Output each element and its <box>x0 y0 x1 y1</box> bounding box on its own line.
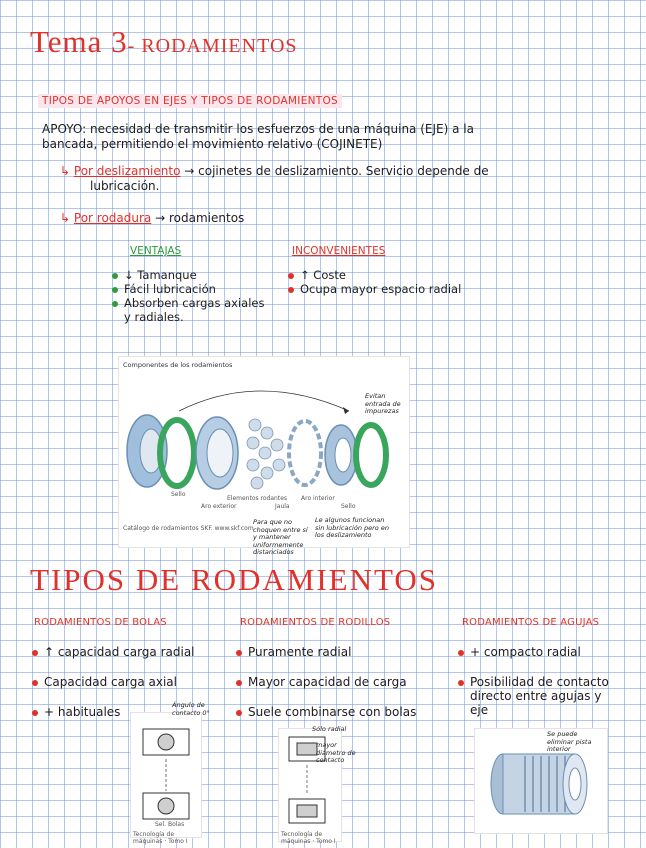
page-title <box>30 24 298 60</box>
caption-bolas: Tecnología de máquinas · Tomo I <box>133 831 188 845</box>
rolling-elements <box>247 419 285 489</box>
bolas-title: RODAMIENTOS DE BOLAS <box>34 617 167 628</box>
label-aro-interior: Aro interior <box>301 495 335 502</box>
rodillos-list <box>236 645 456 719</box>
section-title-tipos: TIPOS DE RODAMIENTOS <box>30 562 439 597</box>
list-item: y radiales. <box>124 310 184 324</box>
list-item: ↓ Tamanque <box>112 268 282 282</box>
rodadura-row <box>60 211 244 226</box>
caption-rodillos: Tecnología de máquinas · Tomo I <box>281 831 336 845</box>
rodadura-label: Por rodadura <box>73 211 152 225</box>
deslizamiento-text-1: cojinetes de deslizamiento. Servicio depende de <box>198 164 489 178</box>
apoyo-line-1: APOYO: necesidad de transmitir los esfuerzos de una máquina (EJE) a la <box>42 122 474 136</box>
deslizamiento-text-2: lubricación. <box>90 179 160 193</box>
figure-title: Componentes de los rodamientos <box>123 361 233 369</box>
note-lubricacion: Le algunos funcionan sin lubricación pero en los deslizamiento <box>315 516 389 539</box>
fig-label-bolas: Sel. Bolas <box>155 821 185 828</box>
list-item: Fácil lubricación <box>112 282 282 296</box>
ball-bearing-figure <box>130 712 202 845</box>
needle-bearing-render <box>485 743 597 825</box>
list-item: Suele combinarse con bolas <box>236 705 456 719</box>
note-solo-radial: Sólo radial <box>312 725 347 733</box>
bullet-dot <box>112 301 118 307</box>
bullet-dot <box>288 287 294 293</box>
note-angulo: Ángulo de contacto 0° <box>172 701 210 717</box>
list-item: eje <box>470 703 489 717</box>
note-impurezas: Evitan entrada de impurezas <box>365 392 401 415</box>
list-item: + compacto radial <box>458 645 638 659</box>
deslizamiento-row <box>60 164 600 179</box>
deslizamiento-label: Por deslizamiento <box>73 164 181 178</box>
list-item: directo entre agujas y <box>470 689 602 703</box>
bearing-components-figure <box>118 356 410 556</box>
title-main: Tema 3 <box>30 24 128 59</box>
bullet-dot <box>288 273 294 279</box>
label-jaula: Jaula <box>275 503 290 510</box>
section-heading-apoyos: TIPOS DE APOYOS EN EJES Y TIPOS DE RODAMIENTOS <box>38 94 342 108</box>
list-item: Posibilidad de contacto <box>458 675 638 689</box>
needle-bearing-figure <box>474 728 608 834</box>
note-jaula: Para que no choquen entre sí y mantener uniformemente distanciados <box>253 518 308 556</box>
bullet-dot <box>112 273 118 279</box>
list-item: Ocupa mayor espacio radial <box>288 282 528 296</box>
note-pista-interior: Se puede eliminar pista interior <box>547 730 592 753</box>
arc-arrow <box>179 391 349 411</box>
label-sello-1: Sello <box>171 491 186 498</box>
label-sello-2: Sello <box>341 503 356 510</box>
hook-arrow-icon: ↳ <box>60 164 71 178</box>
list-item: Capacidad carga axial <box>32 675 232 689</box>
list-item: ↑ capacidad carga radial <box>32 645 232 659</box>
agujas-title: RODAMIENTOS DE AGUJAS <box>462 617 600 628</box>
list-item: Puramente radial <box>236 645 456 659</box>
list-item: ↑ Coste <box>288 268 528 282</box>
inconvenientes-title: INCONVENIENTES <box>292 245 386 257</box>
hook-arrow-icon: ↳ <box>60 211 71 225</box>
seal-right <box>356 425 386 485</box>
ventajas-title: VENTAJAS <box>130 245 182 257</box>
list-item: Absorben cargas axiales <box>112 296 282 310</box>
figure-caption: Catálogo de rodamientos SKF. www.skf.com <box>123 525 254 532</box>
title-sub: - RODAMIENTOS <box>127 35 298 57</box>
rodadura-text: rodamientos <box>169 211 245 225</box>
inconvenientes-list <box>288 268 528 296</box>
list-item: + habituales <box>32 705 232 719</box>
agujas-list <box>458 645 638 717</box>
label-aro-exterior: Aro exterior <box>201 503 237 510</box>
apoyo-line-2: bancada, permitiendo el movimiento relativo (COJINETE) <box>42 137 383 151</box>
ball-bearing-section <box>135 725 197 825</box>
right-arrow-icon: → <box>184 164 195 178</box>
note-diametro: mayor diámetro de contacto <box>316 741 356 764</box>
right-arrow-icon: → <box>155 211 166 225</box>
bullet-dot <box>112 287 118 293</box>
cage <box>289 421 321 485</box>
ventajas-list <box>112 268 282 324</box>
list-item: Mayor capacidad de carga <box>236 675 456 689</box>
rodillos-title: RODAMIENTOS DE RODILLOS <box>240 617 391 628</box>
label-elementos-rodantes: Elementos rodantes <box>227 495 288 502</box>
